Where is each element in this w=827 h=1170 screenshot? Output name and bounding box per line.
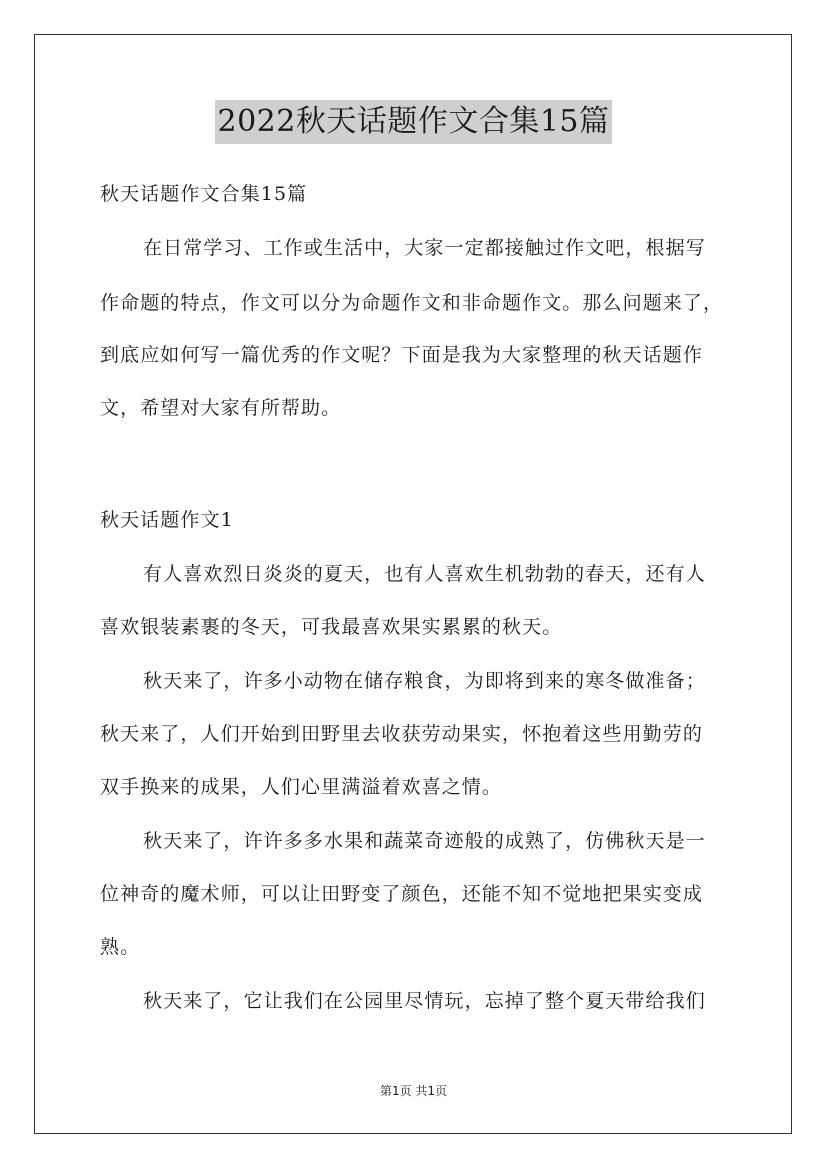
page-footer: 第1页 共1页 <box>379 1084 448 1098</box>
intro-line: 文，希望对大家有所帮助。 <box>100 397 342 419</box>
intro-line: 到底应如何写一篇优秀的作文呢？下面是我为大家整理的秋天话题作 <box>100 344 704 366</box>
intro-line: 作命题的特点，作文可以分为命题作文和非命题作文。那么问题来了， <box>100 292 724 314</box>
paragraph-line: 秋天来了，它让我们在公园里尽情玩，忘掉了整个夏天带给我们 <box>143 990 706 1012</box>
paragraph-line: 双手换来的成果，人们心里满溢着欢喜之情。 <box>100 776 503 798</box>
intro-line: 在日常学习、工作或生活中，大家一定都接触过作文吧，根据写 <box>143 237 706 259</box>
paragraph-line: 秋天来了，许许多多水果和蔬菜奇迹般的成熟了，仿佛秋天是一 <box>143 830 706 852</box>
paragraph-line: 有人喜欢烈日炎炎的夏天，也有人喜欢生机勃勃的春天，还有人 <box>143 563 706 585</box>
document-title: 2022秋天话题作文合集15篇 <box>215 100 611 144</box>
section-heading: 秋天话题作文1 <box>100 509 234 531</box>
document-subtitle: 秋天话题作文合集15篇 <box>100 183 308 205</box>
paragraph-line: 秋天来了，人们开始到田野里去收获劳动果实，怀抱着这些用勤劳的 <box>100 723 704 745</box>
paragraph-line: 熟。 <box>100 936 141 958</box>
paragraph-line: 位神奇的魔术师，可以让田野变了颜色，还能不知不觉地把果实变成 <box>100 883 704 905</box>
title-container <box>0 100 827 144</box>
paragraph-line: 喜欢银装素裹的冬天，可我最喜欢果实累累的秋天。 <box>100 616 563 638</box>
paragraph-line: 秋天来了，许多小动物在储存粮食，为即将到来的寒冬做准备； <box>143 670 706 692</box>
